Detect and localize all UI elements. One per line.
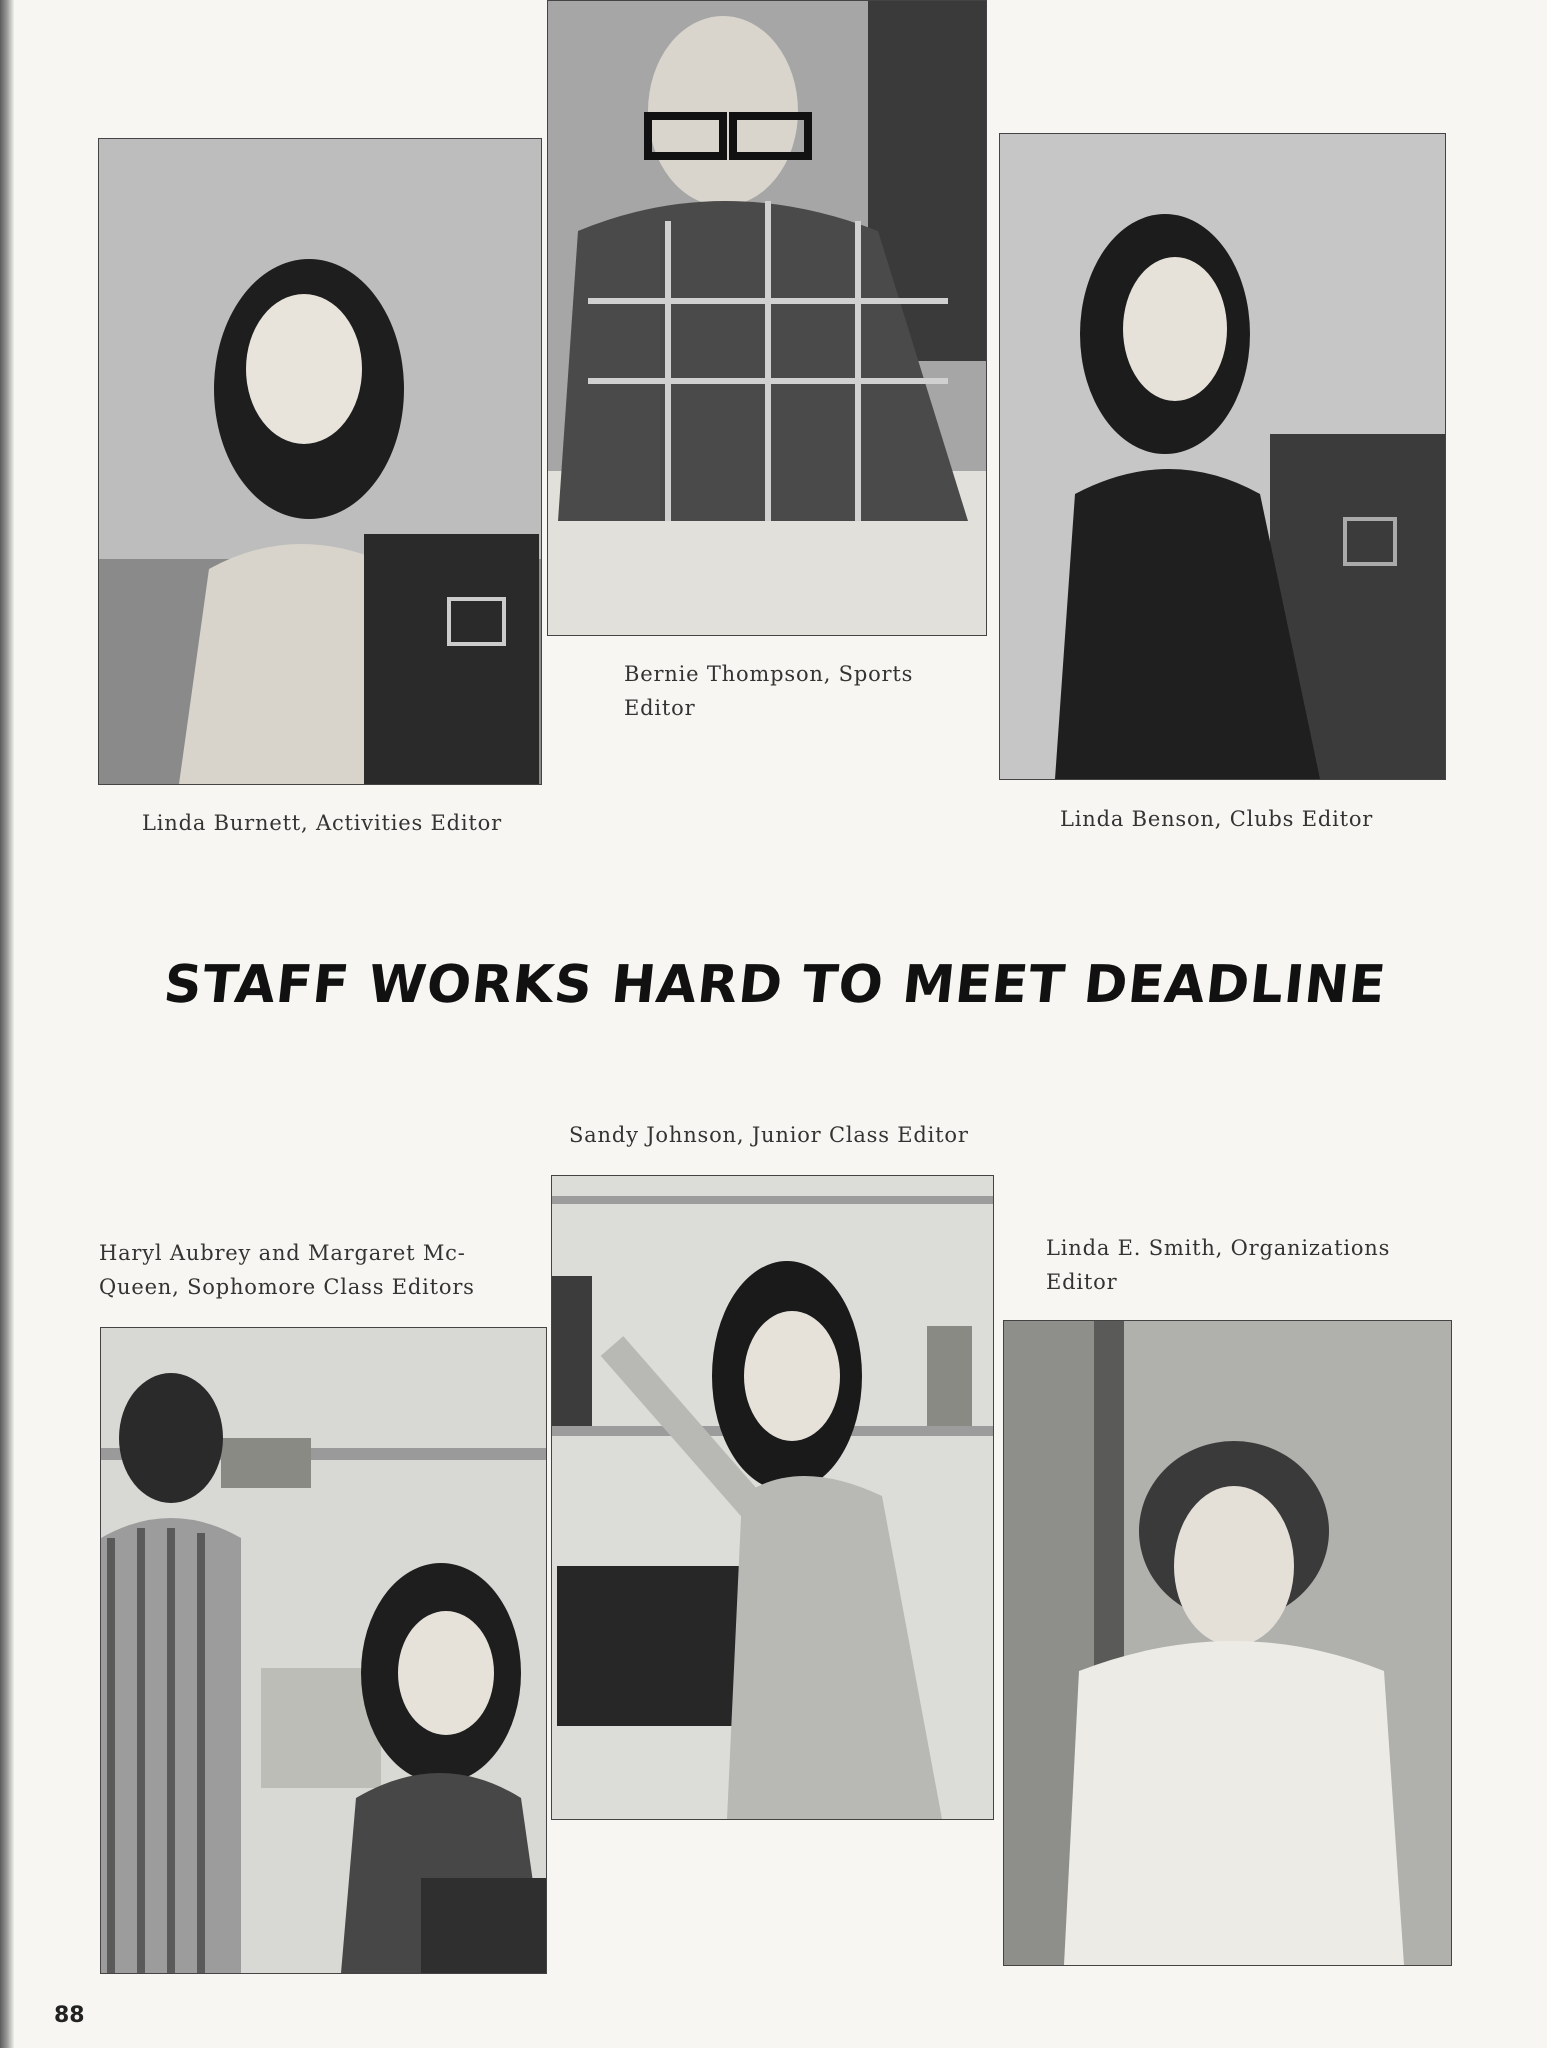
photo-aubrey-mcqueen [100,1327,547,1974]
page-number: 88 [54,2003,85,2028]
caption-bernie-thompson: Bernie Thompson, Sports Editor [624,662,914,720]
photo-linda-burnett [98,138,542,785]
caption-sandy-johnson: Sandy Johnson, Junior Class Editor [569,1123,969,1147]
caption-linda-benson: Linda Benson, Clubs Editor [1060,807,1374,831]
page-headline: STAFF WORKS HARD TO MEET DEADLINE [161,955,1389,1015]
caption-linda-smith: Linda E. Smith, Organizations Editor [1046,1236,1391,1294]
photo-linda-smith [1003,1320,1452,1966]
caption-aubrey-mcqueen: Haryl Aubrey and Margaret Mc- Queen, Sophomore Class Editors [99,1241,475,1299]
caption-linda-burnett: Linda Burnett, Activities Editor [142,811,502,835]
photo-bernie-thompson [547,0,987,636]
photo-sandy-johnson [551,1175,994,1820]
photo-linda-benson [999,133,1446,780]
binding-edge [0,0,14,2048]
